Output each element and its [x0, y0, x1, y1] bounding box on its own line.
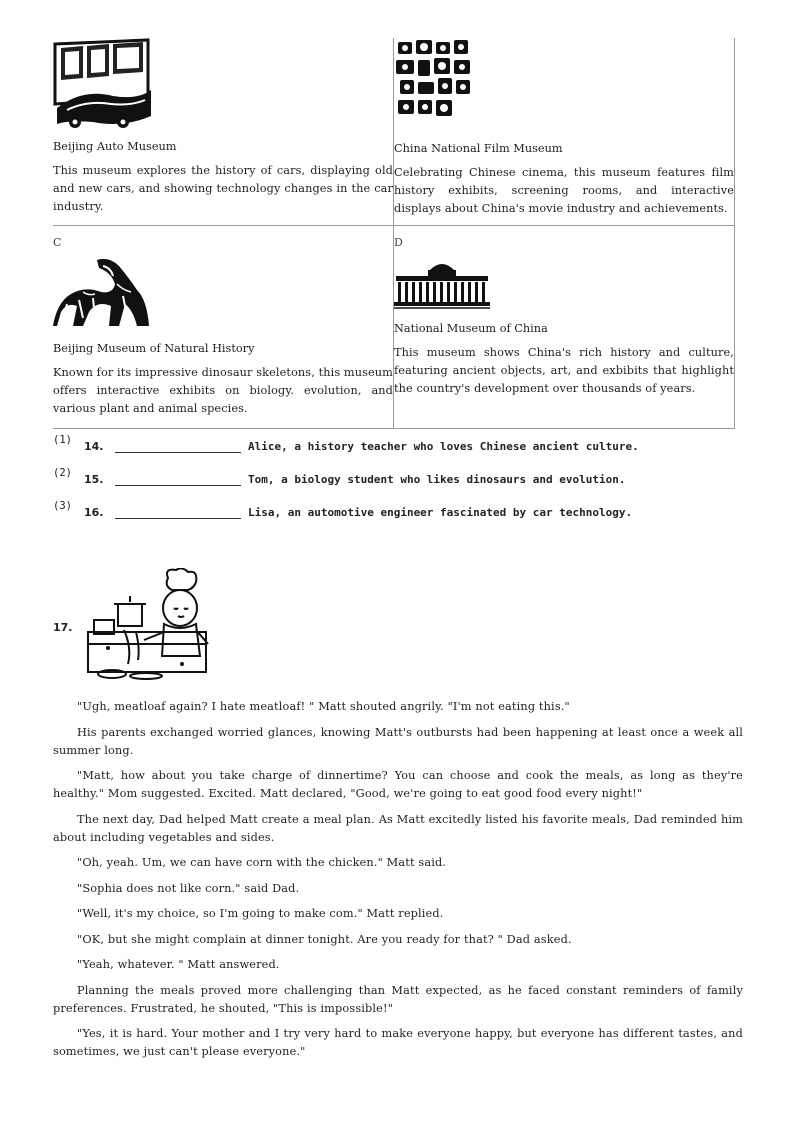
- question-text: Lisa, an automotive engineer fascinated by car technology.: [248, 506, 633, 519]
- question-text: Tom, a biology student who likes dinosaurs and evolution.: [248, 473, 626, 486]
- passage-number: 17.: [53, 621, 73, 634]
- story-paragraph: "Ugh, meatloaf again? I hate meatloaf! " Matt shouted angrily. "I'm not eating this.": [77, 700, 570, 713]
- question-index: (2): [53, 467, 72, 479]
- museum-desc-b: Celebrating Chinese cinema, this museum features film history exhibits, screening rooms, and interactive displays about China's movie industry and achievements.: [394, 166, 734, 215]
- museum-letter-d: D: [394, 236, 403, 249]
- story-paragraph: "OK, but she might complain at dinner tonight. Are you ready for that? " Dad asked.: [77, 932, 572, 946]
- story-paragraph: Planning the meals proved more challenging than Matt expected, as he faced constant reminders of family preferences. Frustrated, he shouted, "This is impossible!": [53, 983, 743, 1015]
- story-paragraph: "Matt, how about you take charge of dinnertime? You can choose and cook the meals, as long as they're healthy." Mom suggested. Excited. Matt declared, "Good, we're going to eat good food every night!": [53, 769, 743, 800]
- story-paragraph: "Sophia does not like corn." said Dad.: [77, 881, 300, 895]
- story-paragraph: The next day, Dad helped Matt create a meal plan. As Matt excitedly listed his favorite meals, Dad reminded him about including vegetables and sides.: [53, 812, 743, 844]
- question-index: (1): [53, 434, 72, 446]
- museum-desc-d: This museum shows China's rich history and culture, featuring ancient objects, art, and exbibits that highlight the country's development over thousands of years.: [394, 346, 734, 395]
- car-museum-picture: [53, 38, 153, 130]
- film-museum-picture: [394, 38, 474, 128]
- museum-desc-c: Known for its impressive dinosaur skeletons, this museum offers interactive exhibits on biology. evolution, and various plant and animal species.: [53, 366, 393, 415]
- museum-name-a: Beijing Auto Museum: [53, 140, 177, 153]
- story-paragraph: "Well, it's my choice, so I'm going to make com." Matt replied.: [77, 907, 444, 920]
- question-row: [53, 434, 743, 460]
- museum-name-b: China National Film Museum: [394, 142, 563, 155]
- dinosaur-picture: [53, 256, 153, 332]
- story-paragraph: His parents exchanged worried glances, knowing Matt's outbursts had been happening at least once a week all summer long.: [53, 725, 743, 757]
- question-row: [53, 467, 743, 493]
- question-number: 16.: [84, 506, 104, 519]
- museum-name-c: Beijing Museum of Natural History: [53, 342, 255, 355]
- question-index: (3): [53, 500, 72, 512]
- question-row: [53, 500, 743, 526]
- question-number: 14.: [84, 440, 104, 453]
- museum-cell-b: [394, 38, 735, 226]
- story-passage: [53, 698, 743, 1069]
- museum-cell-c: [53, 226, 394, 429]
- museum-building-picture: [394, 256, 490, 310]
- story-paragraph: "Oh, yeah. Um, we can have corn with the chicken." Matt said.: [77, 856, 447, 869]
- story-paragraph: "Yes, it is hard. Your mother and I try very hard to make everyone happy, but everyone has different tastes, and sometimes, we just can't please everyone.": [53, 1027, 743, 1058]
- museum-name-d: National Museum of China: [394, 322, 548, 335]
- museum-grid: [53, 38, 735, 429]
- question-number: 15.: [84, 473, 104, 486]
- museum-desc-a: This museum explores the history of cars, displaying old and new cars, and showing technology changes in the car industry.: [53, 164, 393, 213]
- question-text: Alice, a history teacher who loves Chinese ancient culture.: [248, 440, 639, 453]
- museum-cell-a: [53, 38, 394, 226]
- boy-cooking-picture: [84, 568, 216, 684]
- answer-blank[interactable]: [115, 518, 241, 519]
- museum-letter-c: C: [53, 236, 62, 249]
- answer-blank[interactable]: [115, 485, 241, 486]
- story-paragraph: "Yeah, whatever. " Matt answered.: [77, 958, 280, 971]
- answer-blank[interactable]: [115, 452, 241, 453]
- museum-cell-d: [394, 226, 735, 429]
